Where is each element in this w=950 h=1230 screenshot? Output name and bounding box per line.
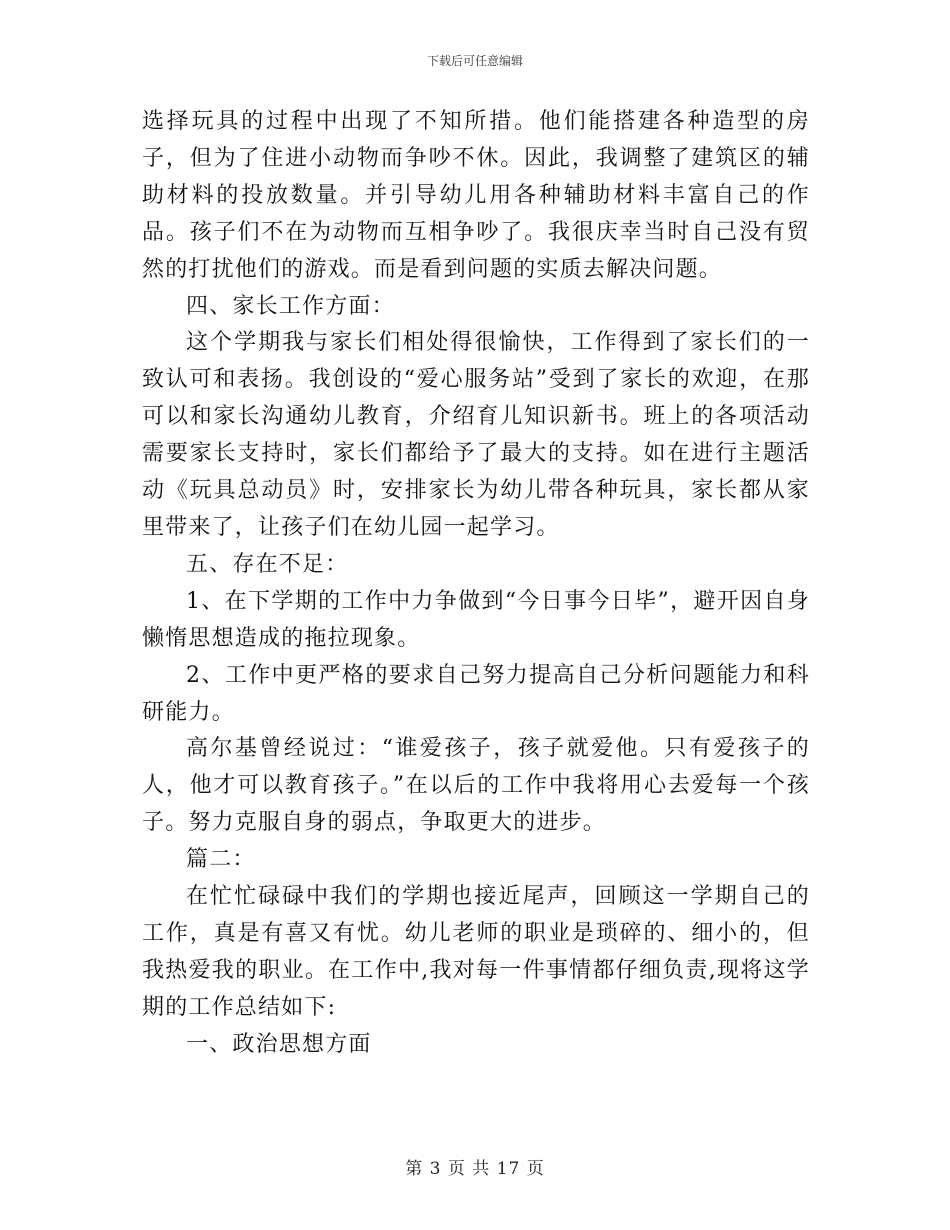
section-heading-shortcomings: 五、存在不足： (186, 551, 349, 577)
document-body (142, 104, 810, 1064)
section-heading-part-two: 篇二： (186, 847, 256, 873)
paragraph-part-two-intro: 在忙忙碌碌中我们的学期也接近尾声，回顾这一学期自己的工作，真是有喜又有忧。幼儿老师的职业是琐碎的、细小的，但我热爱我的职业。在工作中,我对每一件事情都仔细负责,现将这学期的工作总结如下: (142, 884, 810, 1020)
section-heading-political-thought: 一、政治思想方面 (186, 1031, 372, 1057)
paragraph-gorky-quote: 高尔基曾经说过：“谁爱孩子，孩子就爱他。只有爱孩子的人，他才可以教育孩子。”在以后的工作中我将用心去爱每一个孩子。努力克服自身的弱点，争取更大的进步。 (142, 736, 810, 836)
page-number-footer: 第 3 页 共 17 页 (405, 1159, 545, 1179)
paragraph-continuation: 选择玩具的过程中出现了不知所措。他们能搭建各种造型的房子，但为了住进小动物而争吵不休。因此，我调整了建筑区的辅助材料的投放数量。并引导幼儿用各种辅助材料丰富自己的作品。孩子们不在为动物而互相争吵了。我很庆幸当时自己没有贸然的打扰他们的游戏。而是看到问题的实质去解决问题。 (142, 109, 810, 282)
list-item-shortcoming-1: 1、在下学期的工作中力争做到“今日事今日毕”，避开因自身懒惰思想造成的拖拉现象。 (142, 588, 810, 651)
page-header-note: 下载后可任意编辑 (426, 54, 523, 68)
list-item-shortcoming-2: 2、工作中更严格的要求自己努力提高自己分析问题能力和科研能力。 (142, 662, 810, 725)
section-heading-parent-work: 四、家长工作方面： (186, 293, 395, 319)
paragraph-parent-work: 这个学期我与家长们相处得很愉快，工作得到了家长们的一致认可和表扬。我创设的“爱心服务站”受到了家长的欢迎，在那可以和家长沟通幼儿教育，介绍育儿知识新书。班上的各项活动需要家长支持时，家长们都给予了最大的支持。如在进行主题活动《玩具总动员》时，安排家长为幼儿带各种玩具，家长都从家里带来了，让孩子们在幼儿园一起学习。 (142, 330, 810, 540)
